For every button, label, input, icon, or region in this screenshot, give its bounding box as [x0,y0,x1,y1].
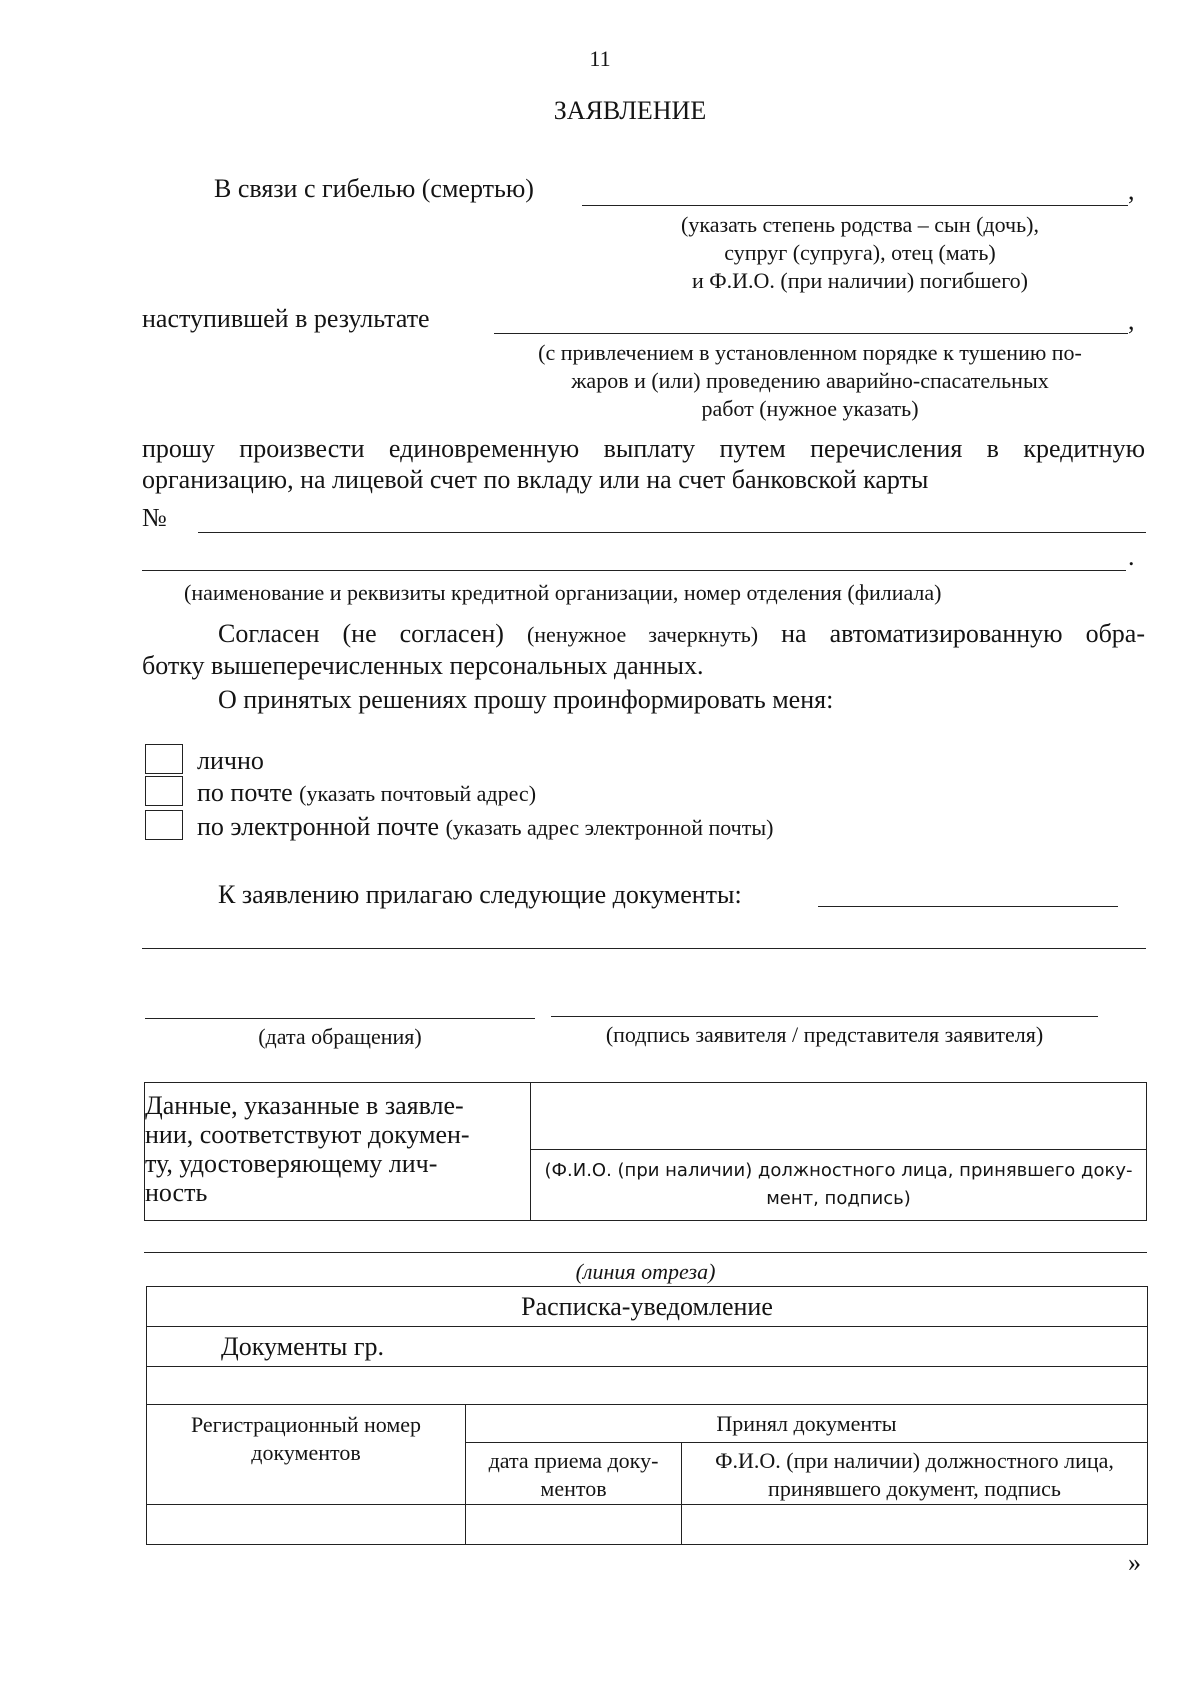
official-name-line-2: принявшего документ, подпись [768,1476,1061,1501]
option-mail-hint: (указать почтовый адрес) [299,781,537,806]
receipt-title: Расписка-уведомление [521,1291,773,1321]
cut-line [144,1252,1147,1253]
option-mail-text: по почте [197,778,300,807]
date-received-header [466,1443,682,1505]
verification-line-3: ту, удостоверяющему лич- [145,1149,438,1178]
verification-line-1: Данные, указанные в заявле- [145,1091,464,1120]
consent-strike-hint: (ненужное зачеркнуть) [526,622,759,647]
verification-text [145,1083,530,1207]
cause-hint-1: (с привлечением в установленном порядке к тушению по- [538,340,1082,365]
official-cell [531,1083,1147,1221]
reg-number-header [147,1405,466,1505]
cut-line-label: (линия отреза) [575,1259,716,1284]
number-sign: № [142,503,167,532]
account-number-field[interactable] [198,532,1146,533]
option-mail-label [197,778,536,808]
cause-hint-3: работ (нужное указать) [701,396,919,421]
reg-number-input-cell[interactable] [147,1505,466,1545]
relation-hint-2: супруг (супруга), отец (мать) [724,240,996,265]
official-name-header [682,1443,1148,1505]
reg-number-line-2: документов [251,1440,361,1465]
date-field[interactable] [145,1018,535,1019]
consent-line-1 [218,619,1145,649]
option-email-checkbox[interactable] [145,810,183,840]
cause-lead-text: наступившей в результате [142,304,430,333]
request-line-2: организацию, на лицевой счет по вкладу или на счет банковской карты [142,465,929,494]
receipt-documents-label: Документы гр. [221,1331,385,1361]
attachments-field[interactable] [818,906,1118,907]
verification-line-2: нии, соответствуют докумен- [145,1120,470,1149]
option-personal-checkbox[interactable] [145,744,183,774]
official-hint-line-1: (Ф.И.О. (при наличии) должностного лица, принявшего доку- [544,1160,1133,1181]
attachments-field-2[interactable] [142,948,1146,949]
signature-label: (подпись заявителя / представителя заявителя) [605,1022,1044,1047]
verification-line-4: ность [145,1178,208,1207]
reg-number-line-1: Регистрационный номер [190,1412,422,1437]
cause-hint-2: жаров и (или) проведению аварийно-спасательных [571,368,1049,393]
accepted-header [466,1405,1148,1443]
cause-field[interactable] [494,333,1128,334]
accepted-header-text: Принял документы [716,1410,897,1436]
official-name-input-cell[interactable] [682,1505,1148,1545]
inform-text: О принятых решениях прошу проинформировать меня: [218,685,834,714]
bank-period: . [1128,542,1135,571]
receipt-table [146,1286,1148,1545]
death-lead-text: В связи с гибелью (смертью) [214,174,534,203]
consent-text-end: на автоматизированную обра- [758,619,1145,648]
relation-hint-1: (указать степень родства – сын (дочь), [681,212,1039,237]
request-line-1: прошу произвести единовременную выплату путем перечисления в кредитную [142,434,1145,463]
receipt-title-cell [147,1287,1148,1327]
receipt-blank-row[interactable] [147,1367,1148,1405]
page-number: 11 [589,46,611,71]
closing-quote: » [1128,1548,1141,1577]
option-email-hint: (указать адрес электронной почты) [445,815,774,840]
cause-comma: , [1128,306,1135,335]
date-received-line-1: дата приема доку- [488,1448,659,1473]
relation-hint-3: и Ф.И.О. (при наличии) погибшего) [692,268,1028,293]
signature-field[interactable] [551,1016,1098,1017]
date-received-input-cell[interactable] [466,1505,682,1545]
consent-text-start: Согласен (не согласен) [218,619,527,648]
bank-hint: (наименование и реквизиты кредитной организации, номер отделения (филиала) [184,580,942,605]
official-signature-field[interactable] [531,1149,1146,1150]
option-mail-checkbox[interactable] [145,776,183,806]
death-comma: , [1128,176,1135,205]
official-hint [531,1157,1146,1213]
option-personal-label: лично [197,746,264,775]
official-hint-line-2: мент, подпись) [766,1188,911,1209]
verification-table [144,1082,1147,1221]
date-label: (дата обращения) [258,1024,422,1049]
receipt-documents-cell [147,1327,1148,1367]
page-title: ЗАЯВЛЕНИЕ [553,96,707,125]
attachments-text: К заявлению прилагаю следующие документы: [218,880,742,909]
bank-details-field[interactable] [142,570,1126,571]
consent-line-2: ботку вышеперечисленных персональных данных. [142,651,704,680]
option-email-text: по электронной почте [197,812,446,841]
relation-name-field[interactable] [582,205,1128,206]
option-email-label [197,812,773,842]
official-name-line-1: Ф.И.О. (при наличии) должностного лица, [715,1448,1114,1473]
verification-text-cell [145,1083,531,1221]
date-received-line-2: ментов [540,1476,607,1501]
